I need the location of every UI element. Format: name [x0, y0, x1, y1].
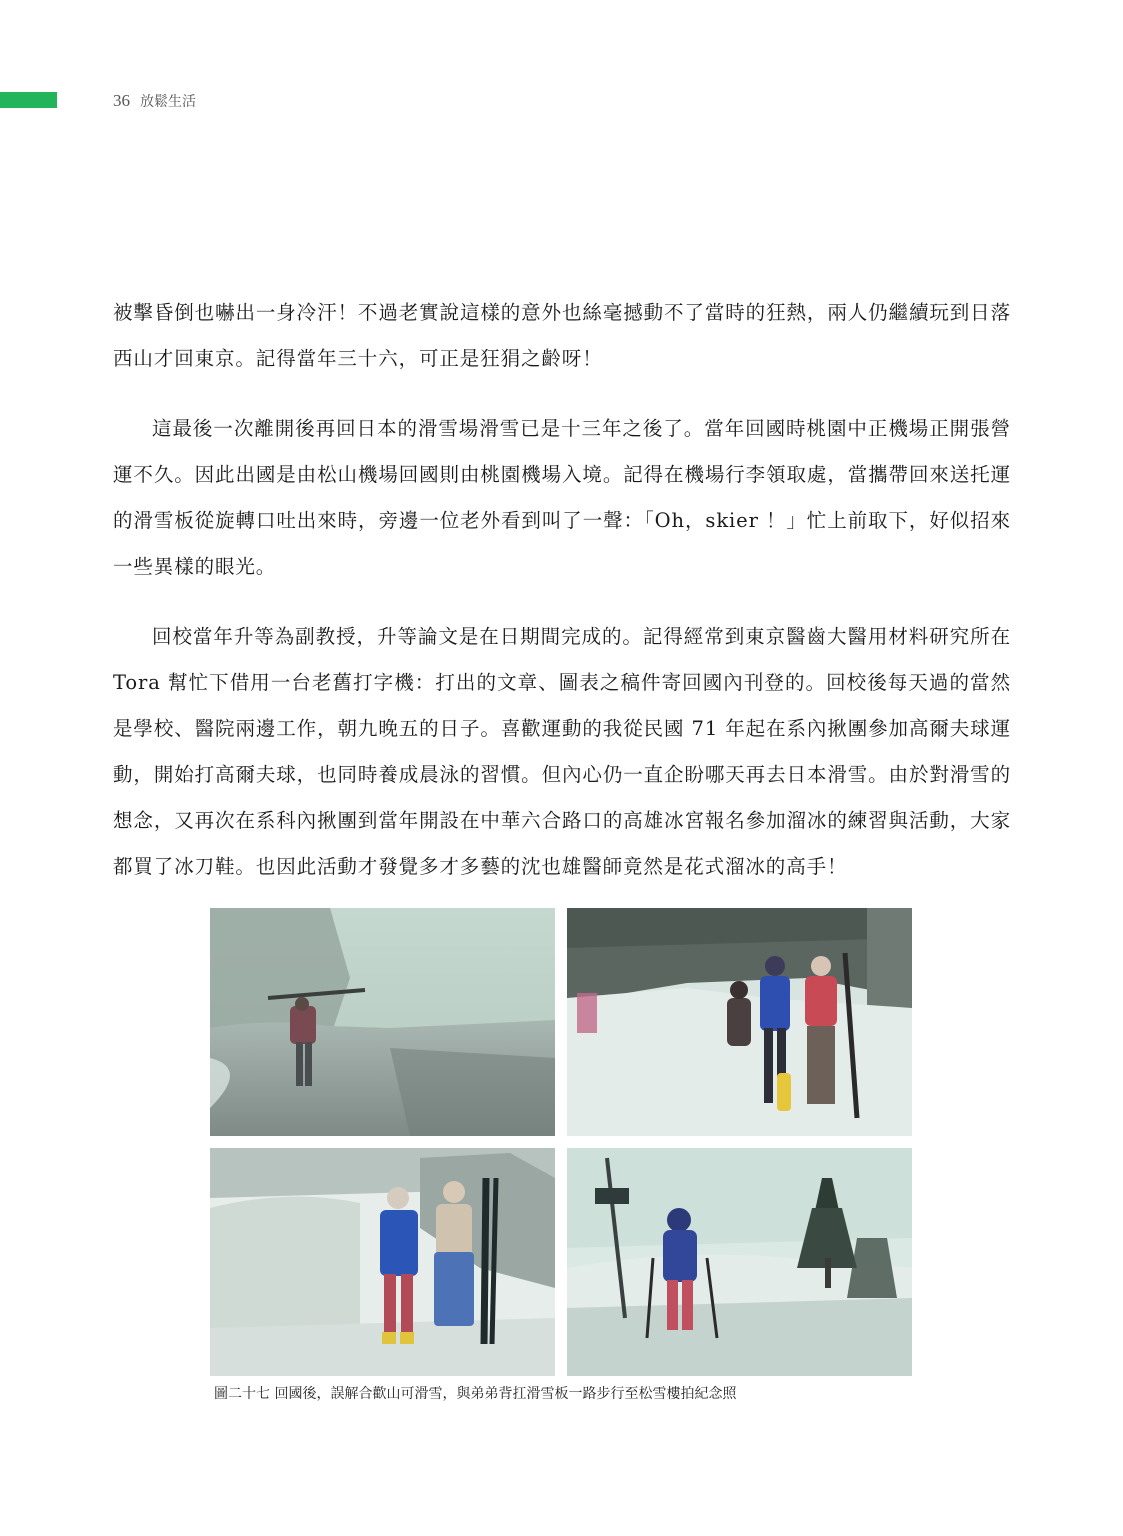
- photo-foggy-road: [210, 908, 555, 1136]
- photo-child-slope-image: [567, 1148, 912, 1376]
- page-number: 36: [113, 91, 130, 110]
- photo-grid: [210, 908, 912, 1376]
- photo-child-slope: [567, 1148, 912, 1376]
- running-header: [113, 90, 196, 112]
- paragraph-airport: 這最後一次離開後再回日本的滑雪場滑雪已是十三年之後了。當年回國時桃園中正機場正開張營運不久。因此出國是由松山機場回國則由桃園機場入境。記得在機場行李領取處，當攜帶回來送托運的滑雪板從旋轉口吐出來時，旁邊一位老外看到叫了一聲：「Oh，skier ！」忙上前取下，好似招來一些異樣的眼光。: [113, 417, 1011, 578]
- paragraph-continuation: 被擊昏倒也嚇出一身冷汗！不過老實說這樣的意外也絲毫撼動不了當時的狂熱，兩人仍繼續玩到日落西山才回東京。記得當年三十六，可正是狂狷之齡呀！: [113, 301, 1011, 370]
- photo-two-skiers: [210, 1148, 555, 1376]
- photo-group-wall-image: [567, 908, 912, 1136]
- body-text: [113, 290, 1011, 914]
- photo-group-wall: [567, 908, 912, 1136]
- photo-figure: [210, 908, 912, 1403]
- photo-foggy-road-image: [210, 908, 555, 1136]
- photo-two-skiers-image: [210, 1148, 555, 1376]
- figure-caption: 圖二十七 回國後，誤解合歡山可滑雪，與弟弟背扛滑雪板一路步行至松雪樓拍紀念照: [214, 1386, 737, 1402]
- section-color-tab: [0, 92, 57, 108]
- paragraph-promotion: 回校當年升等為副教授，升等論文是在日期間完成的。記得經常到東京醫齒大醫用材料研究所在 Tora 幫忙下借用一台老舊打字機：打出的文章、圖表之稿件寄回國內刊登的。回校後每天過的當然是學校、醫院兩邊工作，朝九晚五的日子。喜歡運動的我從民國 71 年起在系內揪團參加高爾夫球運動，開始打高爾夫球，也同時養成晨泳的習慣。但內心仍一直企盼哪天再去日本滑雪。由於對滑雪的想念，又再次在系科內揪團到當年開設在中華六合路口的高雄冰宮報名參加溜冰的練習與活動，大家都買了冰刀鞋。也因此活動才發覺多才多藝的沈也雄醫師竟然是花式溜冰的高手！: [113, 625, 1011, 878]
- section-title: 放鬆生活: [140, 94, 196, 110]
